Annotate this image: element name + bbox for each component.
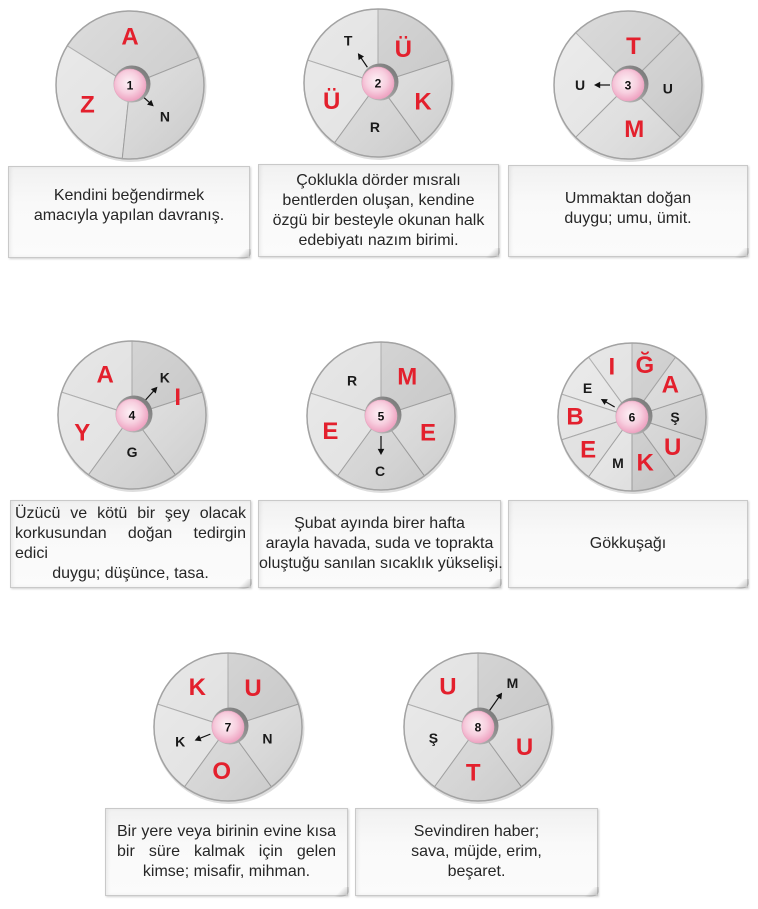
wheel-letter: E — [582, 380, 593, 397]
wheel-number: 5 — [377, 409, 385, 424]
clue-line: bir süre kalmak için gelen — [117, 843, 336, 860]
clue-line: amacıyla yapılan davranış. — [33, 207, 225, 224]
wheel-letter: E — [322, 418, 339, 445]
wheel-letter: E — [419, 419, 436, 447]
clue-line: Ummaktan doğan — [564, 189, 692, 207]
wheel-letter: Ş — [670, 409, 680, 425]
clue-line: Bir yere veya birinin evine kısa — [117, 823, 336, 840]
wheel-letter: U — [574, 77, 586, 93]
letter-wheel-8 — [398, 647, 558, 807]
wheel-letter: U — [662, 80, 673, 97]
clue-line: Kendini beğendirmek — [53, 187, 205, 204]
clue-line: duygu; düşünce, tasa. — [52, 565, 209, 582]
wheel-letter: M — [397, 363, 418, 391]
wheel-number: 7 — [224, 720, 232, 735]
wheel-letter: K — [175, 733, 186, 750]
wheel-number: 1 — [126, 78, 134, 93]
clue-box-1 — [8, 166, 250, 258]
wheel-letter: I — [174, 383, 182, 411]
wheel-letter: Y — [74, 419, 91, 447]
wheel-letter: K — [636, 449, 654, 477]
clue-box-6 — [508, 500, 748, 588]
wheel-letter: Ş — [428, 730, 439, 747]
wheel-letter: M — [612, 454, 624, 471]
clue-line: edebiyatı nazım birimi. — [298, 231, 459, 249]
wheel-letter: N — [159, 108, 170, 125]
wheel-letter: M — [624, 116, 645, 144]
wheel-letter: N — [262, 730, 273, 747]
wheel-letter: A — [121, 23, 139, 51]
wheel-number: 2 — [374, 76, 382, 91]
wheel-letter: T — [626, 32, 641, 60]
clue-box-3 — [508, 165, 748, 257]
wheel-letter: B — [566, 403, 584, 431]
wheel-letter: Ü — [394, 35, 412, 63]
clue-line: sava, müjde, erim, — [411, 843, 542, 860]
letter-wheel-2 — [298, 3, 458, 163]
clue-line: Üzücü ve kötü bir şey olacak — [15, 505, 246, 522]
wheel-letter: U — [515, 734, 534, 762]
clue-line: Gökkuşağı — [589, 535, 667, 552]
wheel-letter: T — [343, 32, 353, 49]
clue-box-2 — [258, 164, 499, 257]
wheel-letter: K — [159, 369, 170, 386]
clue-line: özgü bir besteyle okunan halk — [272, 211, 485, 229]
clue-line: Sevindiren haber; — [413, 823, 540, 840]
letter-wheel-4 — [52, 335, 212, 495]
wheel-letter: Z — [80, 91, 95, 119]
wheel-letter: G — [126, 444, 138, 460]
wheel-letter: Ü — [322, 88, 341, 116]
clue-box-5 — [258, 500, 501, 588]
wheel-letter: C — [374, 462, 386, 479]
wheel-number: 4 — [128, 408, 136, 423]
wheel-number: 3 — [624, 78, 632, 93]
clue-line: arayla havada, suda ve toprakta — [265, 535, 494, 552]
letter-wheel-5 — [301, 336, 461, 496]
wheel-letter: K — [188, 674, 206, 702]
letter-wheel-7 — [148, 647, 308, 807]
clue-line: korkusundan doğan tedirgin edici — [15, 525, 246, 562]
wheel-number: 6 — [628, 410, 636, 425]
letter-wheel-1 — [50, 5, 210, 165]
letter-wheel-6 — [552, 337, 712, 497]
clue-box-8 — [355, 808, 598, 896]
wheel-letter: R — [369, 118, 380, 135]
wheel-number: 8 — [474, 720, 482, 735]
wheel-letter: U — [244, 674, 262, 702]
wheel-letter: U — [664, 434, 682, 462]
clue-line: beşaret. — [447, 863, 506, 880]
wheel-letter: R — [346, 372, 358, 389]
clue-line: Çoklukla dörder mısralı — [296, 171, 461, 189]
clue-line: oluştuğu sanılan sıcaklık yükselişi. — [259, 555, 503, 572]
clue-line: bentlerden oluşan, kendine — [282, 191, 475, 209]
clue-box-4 — [10, 500, 251, 588]
clue-line: Şubat ayında birer hafta — [294, 515, 465, 532]
clue-line: kimse; misafir, mihman. — [142, 863, 311, 880]
wheel-letter: A — [96, 361, 114, 389]
wheel-letter: O — [212, 758, 232, 786]
wheel-letter: E — [580, 436, 597, 464]
wheel-letter: Ğ — [635, 352, 655, 380]
wheel-letter: K — [414, 88, 432, 116]
letter-wheel-3 — [548, 5, 708, 165]
wheel-letter: U — [439, 673, 457, 701]
clue-box-7 — [105, 808, 348, 896]
wheel-letter: T — [465, 759, 481, 787]
clue-line: duygu; umu, ümit. — [564, 209, 692, 227]
wheel-letter: M — [506, 674, 519, 691]
wheel-letter: I — [608, 353, 616, 381]
wheel-letter: A — [661, 371, 679, 399]
